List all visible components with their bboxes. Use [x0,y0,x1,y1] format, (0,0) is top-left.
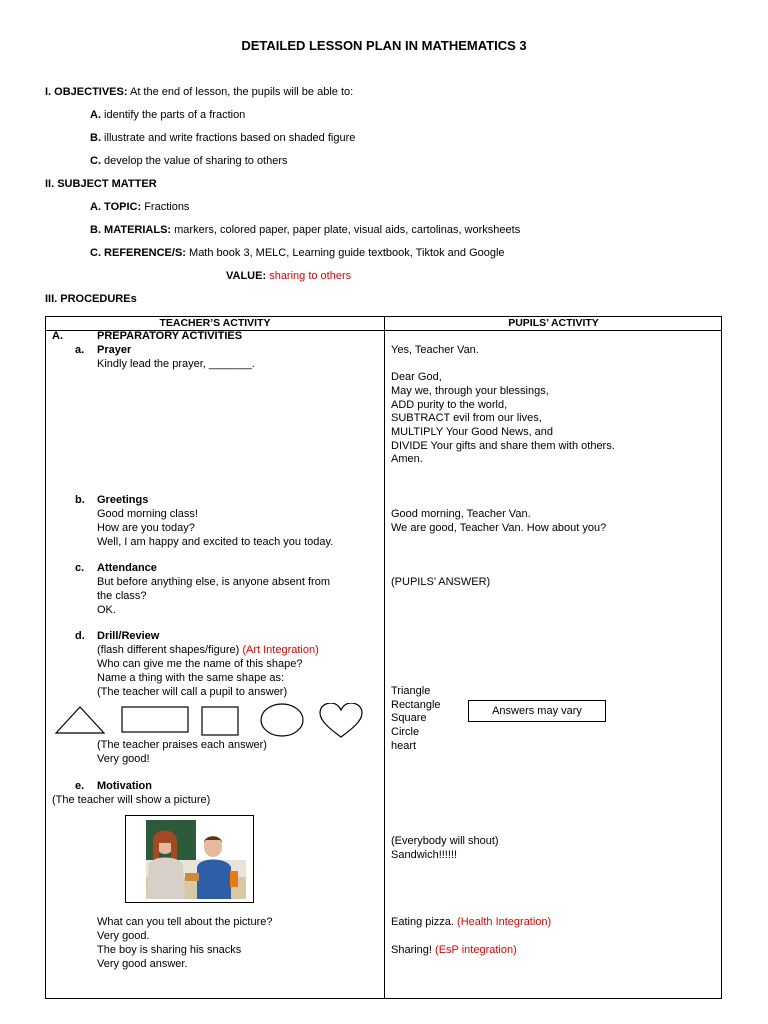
objective-item [90,155,288,167]
pupils-line [391,916,551,930]
objective-item [90,132,355,144]
heart-shape [320,703,362,737]
preparatory-letter: A. [52,330,63,342]
prayer-label: Prayer [97,344,132,356]
teacher-line: Good morning class! [97,508,198,520]
teacher-line: Very good answer. [97,958,188,970]
teacher-line: But before anything else, is anyone absent from [97,576,330,588]
pupils-line: Circle [391,726,420,738]
page-title: DETAILED LESSON PLAN IN MATHEMATICS 3 [241,38,527,53]
children-sharing-picture [125,815,254,903]
pupils-header: PUPILS’ ACTIVITY [508,317,599,329]
teacher-line: Very good. [97,930,150,942]
pupils-line: We are good, Teacher Van. How about you? [391,522,607,534]
esp-integration-note: (EsP integration) [435,944,517,956]
pupils-line: DIVIDE Your gifts and share them with others. [391,440,615,452]
pupils-line: Triangle [391,685,431,697]
shapes-figure [54,703,374,743]
objective-text: illustrate and write fractions based on shaded figure [101,132,356,144]
square-shape [202,707,238,735]
topic-value: Fractions [141,201,190,213]
activity-table [45,316,722,999]
teacher-line: Well, I am happy and excited to teach you today. [97,536,334,548]
teacher-header: TEACHER’S ACTIVITY [159,317,271,329]
greetings-letter: b. [75,494,85,506]
pupils-line: Square [391,712,427,724]
pupils-line: SUBTRACT evil from our lives, [391,412,542,424]
objective-text: identify the parts of a fraction [101,109,246,121]
pupils-line: (Everybody will shout) [391,835,499,847]
teacher-line: What can you tell about the picture? [97,916,273,928]
reference-line [90,247,505,259]
triangle-shape [56,707,104,733]
art-integration-note: (Art Integration) [242,644,319,656]
teacher-line: The boy is sharing his snacks [97,944,242,956]
pupils-line: heart [391,740,417,752]
prayer-letter: a. [75,344,85,356]
subject-matter-heading: II. SUBJECT MATTER [45,178,157,190]
pupils-answer-text: Eating pizza. [391,916,458,928]
materials-label: B. MATERIALS: [90,224,172,236]
pupils-answer-text: Sharing! [391,944,436,956]
value-text: sharing to others [266,270,352,282]
objectives-intro: At the end of lesson, the pupils will be able to: [127,86,354,98]
motivation-label: Motivation [97,780,152,792]
teacher-line: OK. [97,604,116,616]
topic-label: A. TOPIC: [90,201,142,213]
objective-item [90,109,245,121]
attendance-label: Attendance [97,562,157,574]
pupils-line: Rectangle [391,699,441,711]
teacher-line: (The teacher will show a picture) [52,794,211,806]
pupils-line: Dear God, [391,371,442,383]
objectives-heading [45,86,353,98]
pupils-line: MULTIPLY Your Good News, and [391,426,554,438]
column-divider [384,317,385,998]
rectangle-shape [122,707,188,732]
pupils-line [391,944,517,958]
attendance-letter: c. [75,562,85,574]
pupils-line: May we, through your blessings, [391,385,549,397]
pupils-line: Sandwich!!!!!! [391,849,458,861]
topic-line [90,201,189,213]
reference-label: C. REFERENCE/S: [90,247,186,259]
teacher-line: How are you today? [97,522,195,534]
teacher-line: Who can give me the name of this shape? [97,658,303,670]
pupils-line: (PUPILS’ ANSWER) [391,576,491,588]
teacher-line: (The teacher praises each answer) [97,739,267,751]
answers-may-vary-box: Answers may vary [468,700,606,722]
drill-label: Drill/Review [97,630,160,642]
objective-letter: C. [90,155,101,167]
teacher-line: Name a thing with the same shape as: [97,672,285,684]
objectives-label: I. OBJECTIVES: [45,86,128,98]
greetings-label: Greetings [97,494,149,506]
pupils-line: ADD purity to the world, [391,399,508,411]
teacher-line-text: (flash different shapes/figure) [97,644,243,656]
objective-letter: B. [90,132,101,144]
value-line [226,270,351,282]
pupils-line: Yes, Teacher Van. [391,344,479,356]
value-label: VALUE: [226,270,267,282]
reference-value: Math book 3, MELC, Learning guide textbook, Tiktok and Google [185,247,505,259]
objective-text: develop the value of sharing to others [101,155,288,167]
teacher-line [97,644,319,658]
pupils-line: Good morning, Teacher Van. [391,508,531,520]
circle-shape [261,704,303,736]
procedures-heading: III. PROCEDUREs [45,293,137,305]
teacher-line: Kindly lead the prayer, _______. [97,358,255,370]
drill-letter: d. [75,630,85,642]
teacher-line: Very good! [97,753,150,765]
objective-letter: A. [90,109,101,121]
teacher-line: (The teacher will call a pupil to answer) [97,686,288,698]
preparatory-label: PREPARATORY ACTIVITIES [97,330,243,342]
teacher-line: the class? [97,590,147,602]
pupils-line: Amen. [391,453,423,465]
health-integration-note: (Health Integration) [457,916,552,928]
materials-value: markers, colored paper, paper plate, visual aids, cartolinas, worksheets [171,224,521,236]
materials-line [90,224,520,236]
motivation-letter: e. [75,780,85,792]
